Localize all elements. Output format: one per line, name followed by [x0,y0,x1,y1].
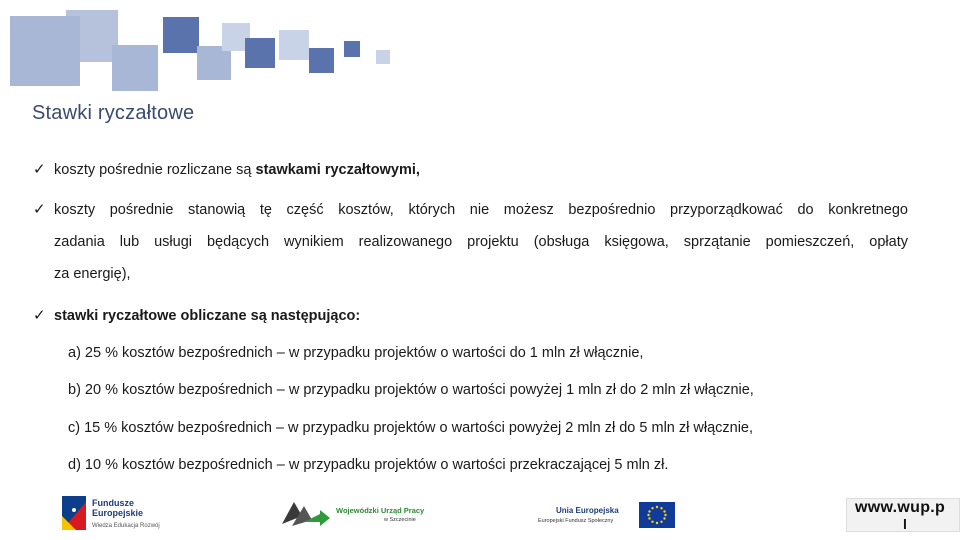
bullet-text: koszty pośrednie rozliczane są [54,162,256,178]
logo-text: Wiedza Edukacja Rozwój [92,523,160,529]
website-text: l [903,516,908,532]
checkmark-icon: ✓ [33,161,46,178]
logo-text: Europejskie [92,508,144,518]
slide-title: Stawki ryczałtowe [32,102,195,124]
logo-text: Wojewódzki Urząd Pracy [336,506,425,515]
sub-item: d) 10 % kosztów bezpośrednich – w przypadku projektów o wartości przekraczającej 5 mln zł. [68,457,669,473]
fe-flag-icon [62,496,86,530]
website-text: www.wup.p [855,499,946,516]
bullet-text-line: za energię), [54,266,131,282]
website-label [846,498,960,532]
footer [0,488,960,540]
deco-square [66,10,118,62]
wup-logo [280,498,430,534]
logo-text: Europejski Fundusz Społeczny [538,518,614,524]
sub-item: a) 25 % kosztów bezpośrednich – w przypadku projektów o wartości do 1 mln zł włącznie, [68,345,644,361]
deco-square [163,17,199,53]
logo-text: w Szczecinie [384,517,416,523]
deco-square [197,46,231,80]
logo-text: Unia Europejska [556,506,619,515]
deco-square [245,38,275,68]
deco-square [309,48,334,73]
deco-square [112,45,158,91]
checkmark-icon: ✓ [33,201,46,218]
fundusze-europejskie-logo [62,494,182,534]
bullet-text-line: koszty pośrednie stanowią tę część kosztów, których nie możesz bezpośrednio przyporządkować do konkretnego [54,202,908,218]
deco-square [279,30,309,60]
checkmark-icon: ✓ [33,307,46,324]
bullet-text-bold: stawki ryczałtowe obliczane są następująco: [54,308,361,324]
bullet-text-bold: stawkami ryczałtowymi, [255,162,420,178]
wup-emblem-icon [280,500,332,528]
sub-item: b) 20 % kosztów bezpośrednich – w przypadku projektów o wartości powyżej 1 mln zł do 2 mln zł włącznie, [68,382,754,398]
bullet-text-line: zadania lub usługi będących wynikiem realizowanego projektu (obsługa księgowa, sprzątanie pomieszczeń, opłaty [54,234,908,250]
deco-square [344,41,360,57]
sub-item: c) 15 % kosztów bezpośrednich – w przypadku projektów o wartości powyżej 2 mln zł do 5 mln zł włącznie, [68,420,754,436]
eu-logo [538,498,678,534]
eu-flag-icon [639,502,675,528]
deco-square [376,50,390,64]
logo-text: Fundusze [92,498,134,508]
